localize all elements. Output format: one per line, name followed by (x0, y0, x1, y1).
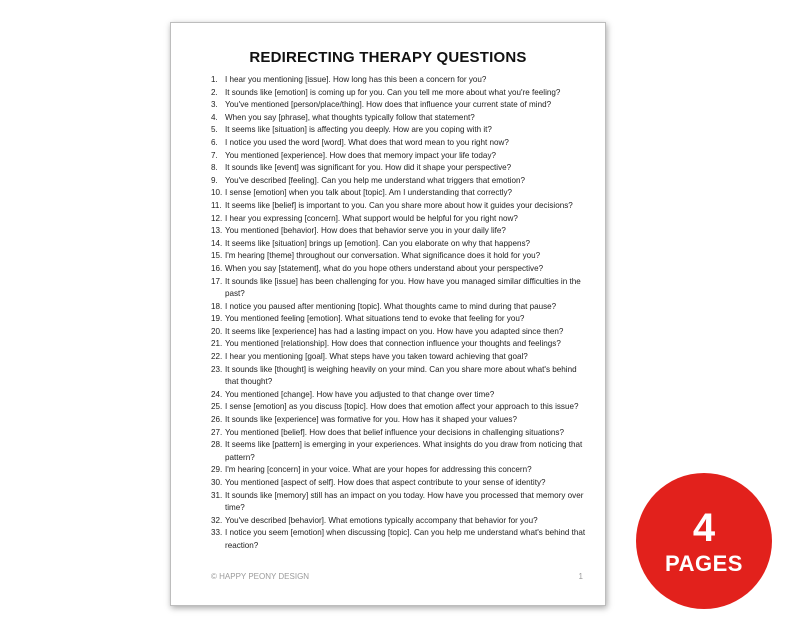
question-item (211, 477, 591, 490)
question-number: 3. (211, 100, 218, 110)
question-text: It sounds like [thought] is weighing heavily on your mind. Can you share more about what's behind that thought? (225, 364, 577, 387)
question-number: 23. (211, 364, 223, 374)
question-item (211, 401, 591, 414)
question-item (211, 263, 591, 276)
question-number: 9. (211, 175, 218, 185)
page-count-badge (636, 473, 772, 609)
document-page (170, 22, 606, 606)
question-text: You mentioned [experience]. How does that memory impact your life today? (225, 150, 496, 160)
question-text: It sounds like [memory] still has an impact on you today. How have you processed that memory over time? (225, 490, 584, 513)
question-item (211, 276, 591, 301)
question-number: 18. (211, 301, 223, 311)
page-count-label: PAGES (665, 551, 743, 576)
question-number: 6. (211, 137, 218, 147)
question-text: I sense [emotion] as you discuss [topic]. How does that emotion affect your approach to this issue? (225, 402, 579, 412)
page-number: 1 (578, 572, 583, 581)
question-number: 1. (211, 75, 218, 84)
question-item (211, 74, 591, 87)
question-text: It seems like [situation] is affecting you deeply. How are you coping with it? (225, 125, 492, 135)
question-text: You've described [feeling]. Can you help me understand what triggers that emotion? (225, 175, 526, 185)
question-item (211, 175, 591, 188)
question-text: You mentioned [belief]. How does that belief influence your decisions in challenging situations? (225, 427, 564, 437)
question-item (211, 326, 591, 339)
question-item (211, 389, 591, 402)
copyright-text: © HAPPY PEONY DESIGN (211, 572, 310, 581)
question-text: It sounds like [event] was significant for you. How did it shape your perspective? (225, 163, 512, 173)
question-number: 5. (211, 125, 218, 135)
question-text: You've mentioned [person/place/thing]. How does that influence your current state of mind? (225, 100, 552, 110)
question-item (211, 187, 591, 200)
question-item (211, 87, 591, 100)
question-text: I notice you paused after mentioning [topic]. What thoughts came to mind during that pause? (225, 301, 557, 311)
question-text: I sense [emotion] when you talk about [topic]. Am I understanding that correctly? (225, 188, 513, 198)
question-text: You mentioned [change]. How have you adjusted to that change over time? (225, 389, 495, 399)
document-title: REDIRECTING THERAPY QUESTIONS (249, 49, 527, 66)
question-text: I hear you mentioning [issue]. How long has this been a concern for you? (225, 75, 487, 84)
question-text: You've described [behavior]. What emotions typically accompany that behavior for you? (225, 515, 538, 525)
question-text: It sounds like [emotion] is coming up for you. Can you tell me more about what you're feeling? (225, 87, 561, 97)
question-number: 13. (211, 226, 223, 236)
question-text: It seems like [situation] brings up [emotion]. Can you elaborate on why that happens? (225, 238, 531, 248)
question-text: I notice you used the word [word]. What does that word mean to you right now? (225, 137, 509, 147)
question-item (211, 99, 591, 112)
question-item (211, 162, 591, 175)
question-number: 32. (211, 515, 223, 525)
question-item (211, 112, 591, 125)
question-text: I'm hearing [theme] throughout our conversation. What significance does it hold for you? (225, 251, 541, 261)
question-number: 14. (211, 238, 223, 248)
question-number: 10. (211, 188, 223, 198)
question-text: I'm hearing [concern] in your voice. What are your hopes for addressing this concern? (225, 465, 532, 475)
question-item (211, 414, 591, 427)
page-count-number: 4 (692, 506, 716, 550)
page-footer (211, 572, 583, 581)
question-item (211, 364, 591, 389)
question-text: When you say [phrase], what thoughts typically follow that statement? (225, 112, 475, 122)
question-text: It seems like [belief] is important to you. Can you share more about how it guides your decisions? (225, 200, 573, 210)
question-item (211, 427, 591, 440)
question-text: I hear you mentioning [goal]. What steps have you taken toward achieving that goal? (225, 352, 528, 362)
question-item (211, 464, 591, 477)
question-list (211, 74, 591, 553)
question-text: You mentioned [aspect of self]. How does that aspect contribute to your sense of identity? (225, 478, 546, 487)
question-text: You mentioned [behavior]. How does that behavior serve you in your daily life? (225, 226, 506, 236)
question-number: 19. (211, 314, 223, 324)
question-text: When you say [statement], what do you hope others understand about your perspective? (225, 263, 544, 273)
question-number: 17. (211, 276, 223, 286)
question-text: I notice you seem [emotion] when discussing [topic]. Can you help me understand what's behind that reaction? (225, 528, 586, 550)
question-item (211, 213, 591, 226)
question-item (211, 515, 591, 528)
question-text: It sounds like [issue] has been challenging for you. How have you managed similar difficulties in the past? (225, 276, 581, 299)
question-item (211, 200, 591, 213)
question-number: 12. (211, 213, 223, 223)
question-item (211, 137, 591, 150)
question-item (211, 150, 591, 163)
question-text: You mentioned feeling [emotion]. What situations tend to evoke that feeling for you? (225, 314, 525, 324)
question-text: It seems like [experience] has had a lasting impact on you. How have you adapted since then? (225, 326, 564, 336)
question-text: I hear you expressing [concern]. What support would be helpful for you right now? (225, 213, 518, 223)
question-item (211, 313, 591, 326)
question-text: It seems like [pattern] is emerging in your experiences. What insights do you draw from noticing that pattern? (225, 440, 583, 462)
question-item (211, 490, 591, 515)
question-item (211, 301, 591, 314)
question-number: 15. (211, 251, 223, 261)
question-number: 31. (211, 490, 223, 500)
question-text: You mentioned [relationship]. How does that connection influence your thoughts and feelings? (225, 339, 561, 349)
question-item (211, 124, 591, 137)
question-number: 22. (211, 352, 223, 362)
question-number: 25. (211, 402, 223, 412)
question-number: 24. (211, 389, 223, 399)
question-number: 4. (211, 112, 218, 122)
question-number: 8. (211, 163, 218, 173)
question-number: 30. (211, 478, 223, 487)
question-number: 16. (211, 263, 223, 273)
question-number: 7. (211, 150, 218, 160)
question-item (211, 250, 591, 263)
question-number: 20. (211, 326, 223, 336)
question-number: 28. (211, 440, 223, 450)
question-number: 11. (211, 200, 222, 210)
question-item (211, 238, 591, 251)
question-item (211, 527, 591, 552)
question-number: 33. (211, 528, 223, 538)
question-item (211, 225, 591, 238)
question-number: 27. (211, 427, 223, 437)
question-number: 2. (211, 87, 218, 97)
question-number: 21. (211, 339, 223, 349)
question-item (211, 351, 591, 364)
question-number: 26. (211, 415, 223, 425)
question-text: It sounds like [experience] was formative for you. How has it shaped your values? (225, 415, 517, 425)
question-number: 29. (211, 465, 223, 475)
question-item (211, 338, 591, 351)
question-item (211, 439, 591, 464)
